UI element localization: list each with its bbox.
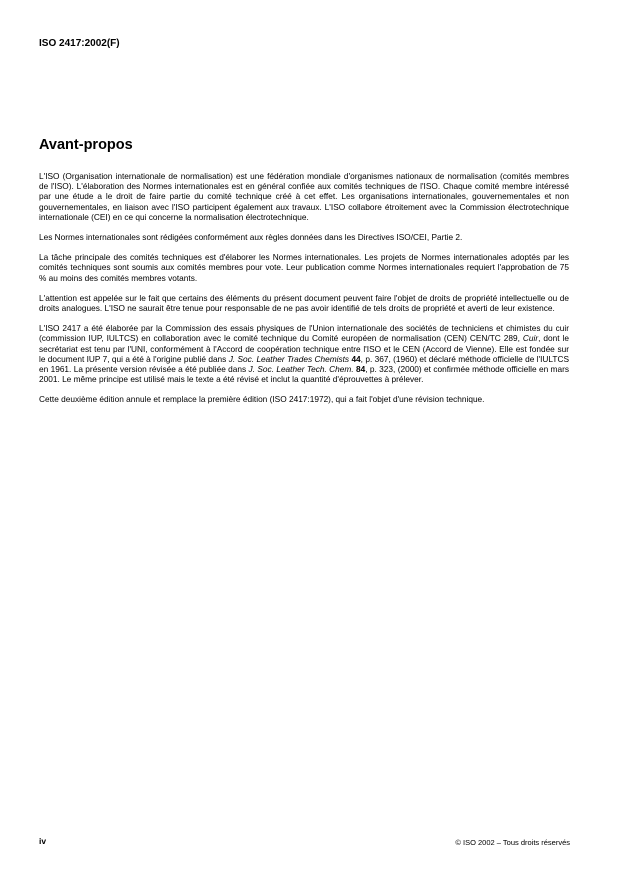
paragraph-edition-note: Cette deuxième édition annule et remplace la première édition (ISO 2417:1972), qui a fait l'objet d'une révision technique. — [39, 394, 485, 405]
paragraph-iso-organisation: L'ISO (Organisation internationale de normalisation) est une fédération mondiale d'organismes nationaux de normalisation (comités membres de l'ISO). L'élaboration des Normes internationales est en général confiée aux comités techniques de l'ISO. Chaque comité membre intéressé par une étude a le droit de faire partie du comité technique créé à cet effet. Les organisations internationales, gouvernementales et non gouvernementales, en liaison avec l'ISO participent également aux travaux. L'ISO collabore étroitement avec la Commission électrotechnique internationale (CEI) en ce qui concerne la normalisation électrotechnique. — [39, 171, 569, 222]
page-number: iv — [39, 836, 47, 846]
history-journal-1: J. Soc. Leather Trades Chemists — [228, 353, 350, 364]
foreword-body — [39, 171, 569, 415]
paragraph-directives: Les Normes internationales sont rédigées conformément aux règles données dans les Directives ISO/CEI, Partie 2. — [39, 232, 463, 243]
paragraph-technical-committees: La tâche principale des comités techniques est d'élaborer les Normes internationales. Les projets de Normes internationales adoptés par les comités techniques sont soumis aux comités membres pour vote. Leur publication comme Normes internationales requiert l'approbation de 75 % au moins des comités membres votants. — [39, 252, 569, 283]
document-reference: ISO 2417:2002(F) — [39, 38, 120, 49]
page-title: Avant-propos — [39, 137, 133, 153]
history-volume-2: 84 — [356, 364, 366, 375]
history-volume-1: 44 — [351, 353, 361, 364]
history-committee-name: Cuir — [522, 333, 539, 344]
history-text-1: L'ISO 2417 a été élaborée par la Commission des essais physiques de l'Union internationale des sociétés de techniciens et chimistes du cuir (commission IUP, IULTCS) en collaboration avec le comité technique du Comité européen de normalisation (CEN) CEN/TC 289, — [39, 323, 569, 344]
paragraph-iso-2417-history — [39, 323, 569, 384]
copyright-notice: © ISO 2002 – Tous droits réservés — [455, 838, 570, 847]
history-text-2: , dont le secrétariat est tenu par l'UNI, conformément à l'Accord de coopération technique entre l'ISO et le CEN (Accord de Vienne). Elle est fondée sur le document IUP 7, qui a été à l'origine publié dans — [39, 333, 569, 364]
history-journal-2: J. Soc. Leather Tech. Chem. — [248, 364, 354, 375]
history-text-3: , p. 367, (1960) et déclaré méthode officielle de l'IULTCS en 1961. La présente version révisée a été publiée dans — [39, 353, 569, 375]
history-text-4: , p. 323, (2000) et confirmée méthode officielle en mars 2001. Le même principe est utilisé mais le texte a été révisé et inclut la quantité d'éprouvettes à prélever. — [39, 364, 569, 385]
paragraph-patent-rights: L'attention est appelée sur le fait que certains des éléments du présent document peuvent faire l'objet de droits de propriété intellectuelle ou de droits analogues. L'ISO ne saurait être tenue pour responsable de ne pas avoir identifié de tels droits de propriété et averti de leur existence. — [39, 292, 569, 314]
